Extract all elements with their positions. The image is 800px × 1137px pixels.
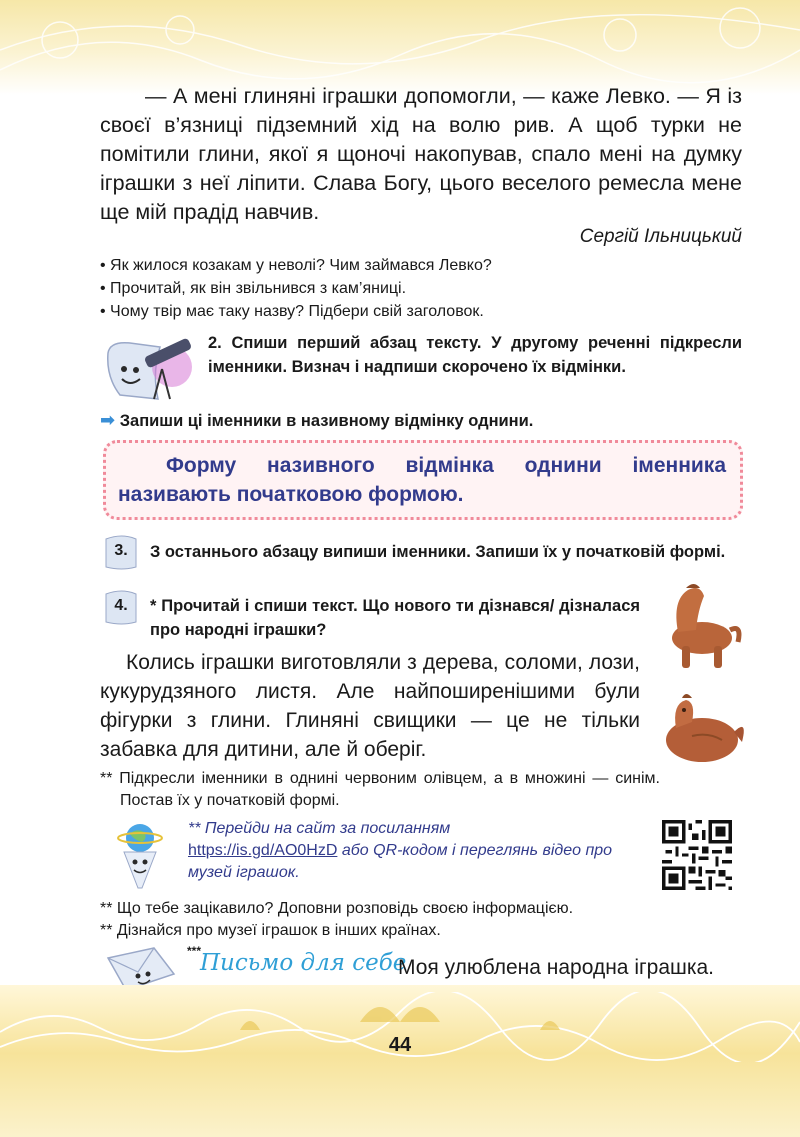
letter-topic: Моя улюблена народна іграшка. [398, 956, 715, 979]
task-4-text: * Прочитай і спиши текст. Що нового ти дізнався/ дізналася про народні іграшки? [150, 597, 640, 639]
arrow-instruction [100, 410, 533, 431]
museum-link[interactable]: https://is.gd/AO0HzD [188, 842, 338, 859]
arrow-instruction-text: Запиши ці іменники в називному відмінку однини. [119, 412, 534, 430]
top-lace-ornament [0, 0, 800, 90]
task-3-number: 3. [114, 542, 128, 559]
rule-text: Форму називного відмінка однини іменника називають початковою формою. [118, 454, 726, 506]
clay-horse-image [658, 580, 744, 675]
page-number: 44 [388, 1034, 412, 1056]
story-text: — А мені глиняні іграшки допомогли, — каже Левко. — Я із своєї в’язниці підземний хід на волю рив. А щоб турки не помітили глини, якої я щоночі накопував, спало мені на думку іграшки з неї ліпити. Слава Богу, цього веселого ремесла мене ще мій прадід навчив. [100, 84, 742, 224]
task-2-text: 2. Спиши перший абзац тексту. У другому реченні підкресли іменники. Визнач і надпиши скорочено їх відмінки. [208, 334, 742, 376]
interest-note: ** Що тебе зацікавило? Доповни розповідь своєю інформацією. [100, 900, 574, 917]
globe-mascot-icon [108, 820, 172, 890]
clay-bird-whistle-image [652, 688, 748, 772]
underline-note: ** Підкресли іменники в однині червоним олівцем, а в множині — синім. Постав їх у початковій формі. [100, 770, 660, 809]
link-prefix: ** Перейди на сайт за посиланням [188, 820, 451, 837]
museums-note: ** Дізнайся про музеї іграшок в інших країнах. [100, 922, 441, 939]
question-item: • Чому твір має таку назву? Підбери свій заголовок. [100, 303, 484, 320]
link-note [188, 818, 628, 884]
letter-stars: *** [187, 944, 202, 958]
letter-script-title: Письмо для себе [200, 950, 407, 976]
question-item: • Прочитай, як він звільнився з кам’яниці. [100, 280, 407, 297]
telescope-mascot-icon [100, 333, 200, 405]
toys-paragraph: Колись іграшки виготовляли з дерева, соломи, лози, кукурудзяного листя. Але найпоширенішими були фігурки з глини. Глиняні свищики — це не тільки забавка для дитини, але й оберіг. [100, 651, 640, 761]
qr-code-image[interactable] [662, 820, 732, 890]
question-item: • Як жилося козакам у неволі? Чим займався Левко? [100, 257, 492, 274]
task-3-text: З останнього абзацу випиши іменники. Запиши їх у початковій формі. [150, 543, 726, 561]
author-name: Сергій Ільницький [579, 226, 742, 247]
right-arrow-icon: ➡ [100, 410, 116, 430]
task-4-number: 4. [114, 597, 128, 614]
link-suffix: або QR-кодом і переглянь відео про музей іграшок. [188, 842, 613, 881]
question-list [100, 254, 750, 323]
